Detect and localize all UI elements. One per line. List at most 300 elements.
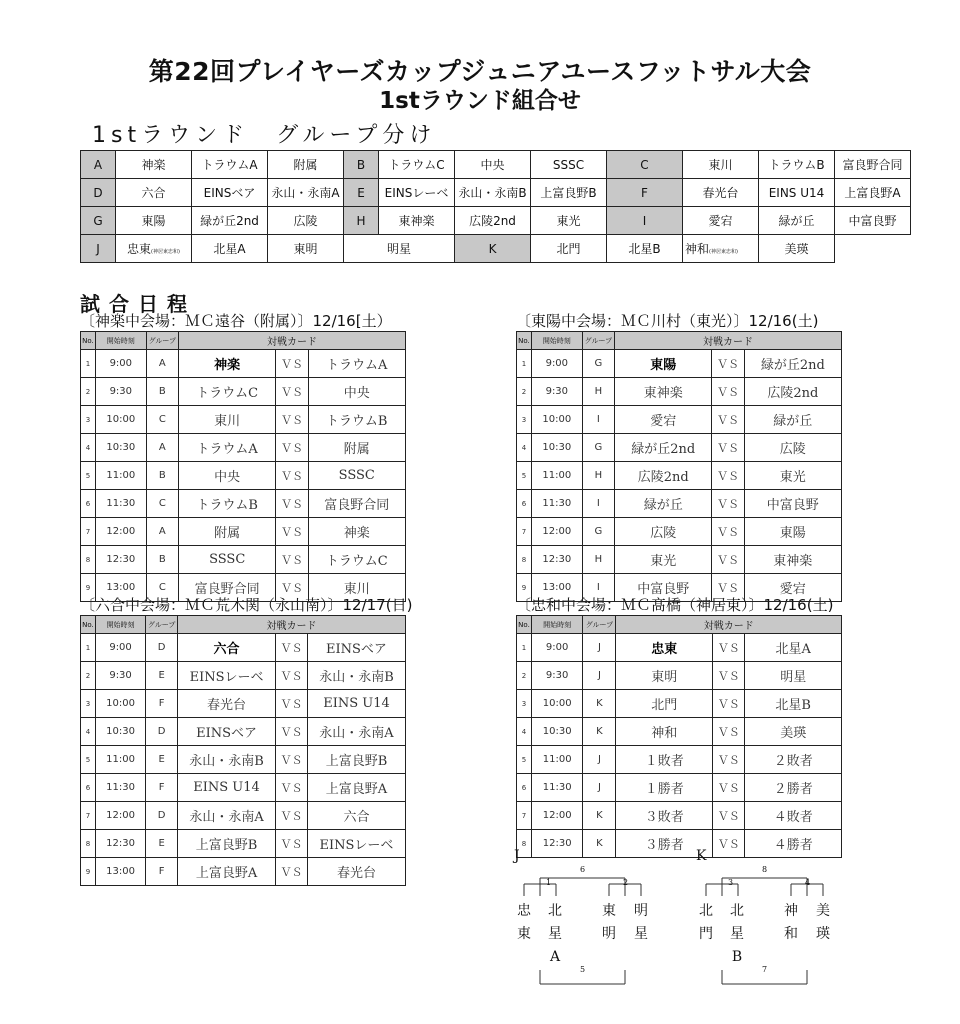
- group-team: 東神楽: [379, 207, 455, 235]
- away-team: 春光台: [307, 858, 405, 886]
- away-team: 北星B: [745, 690, 842, 718]
- home-team: 春光台: [178, 690, 276, 718]
- home-team: 広陵: [615, 518, 712, 546]
- match-row: [517, 662, 842, 690]
- home-team: １敗者: [616, 746, 713, 774]
- group-team: トラウムC: [379, 151, 455, 179]
- match-time: 10:30: [531, 718, 582, 746]
- col-no-header: No.: [517, 616, 532, 634]
- group-team: 東陽: [116, 207, 192, 235]
- match-row: [517, 634, 842, 662]
- away-team: 緑が丘: [744, 406, 841, 434]
- match-number: 2: [517, 378, 532, 406]
- bracket-team-name: 東 明: [602, 903, 616, 942]
- vs-label: ＶＳ: [713, 774, 745, 802]
- match-time: 10:30: [95, 434, 146, 462]
- match-group: C: [146, 490, 178, 518]
- group-team: 上富良野A: [835, 179, 911, 207]
- groups-row: [81, 151, 911, 179]
- match-time: 13:00: [95, 574, 146, 602]
- group-letter: E: [344, 179, 379, 207]
- match-time: 11:00: [531, 462, 582, 490]
- away-team: 美瑛: [745, 718, 842, 746]
- vs-label: ＶＳ: [713, 690, 745, 718]
- match-time: 10:30: [531, 434, 582, 462]
- group-team: 中富良野: [835, 207, 911, 235]
- groups-row: [81, 207, 911, 235]
- bracket-team-name: 明 星: [634, 903, 648, 942]
- match-time: 11:30: [95, 774, 145, 802]
- bracket-team: [548, 900, 562, 969]
- match-time: 9:00: [531, 350, 582, 378]
- match-number: 6: [81, 774, 96, 802]
- col-group-header: グループ: [146, 332, 178, 350]
- vs-label: ＶＳ: [712, 574, 744, 602]
- bracket-team: [699, 900, 713, 946]
- match-time: 10:00: [531, 690, 582, 718]
- match-time: 10:30: [95, 718, 145, 746]
- home-team: 神和: [616, 718, 713, 746]
- match-number: 7: [81, 802, 96, 830]
- away-team: 永山・永南A: [307, 718, 405, 746]
- group-team: 東川: [683, 151, 759, 179]
- match-group: F: [146, 858, 178, 886]
- match-group: E: [146, 662, 178, 690]
- home-team: 緑が丘2nd: [615, 434, 712, 462]
- match-time: 12:00: [531, 802, 582, 830]
- match-time: 10:00: [531, 406, 582, 434]
- match-group: A: [146, 350, 178, 378]
- home-team: 北門: [616, 690, 713, 718]
- match-group: H: [582, 462, 614, 490]
- col-card-header: 対戦カード: [178, 616, 406, 634]
- groups-table: [80, 150, 911, 263]
- bracket-match-number: 3: [728, 878, 734, 887]
- match-number: 3: [517, 690, 532, 718]
- vs-label: ＶＳ: [276, 546, 308, 574]
- group-team: 附属: [268, 151, 344, 179]
- away-team: トラウムB: [308, 406, 405, 434]
- home-team: 東光: [615, 546, 712, 574]
- group-letter: G: [81, 207, 116, 235]
- group-team: 永山・永南A: [268, 179, 344, 207]
- match-number: 3: [81, 690, 96, 718]
- vs-label: ＶＳ: [713, 718, 745, 746]
- home-team: 東陽: [615, 350, 712, 378]
- home-team: EINS U14: [178, 774, 276, 802]
- match-time: 11:00: [531, 746, 582, 774]
- away-team: 上富良野B: [307, 746, 405, 774]
- vs-label: ＶＳ: [276, 690, 308, 718]
- group-team: 神和(神居東忠和): [683, 235, 759, 263]
- match-number: 7: [517, 518, 532, 546]
- schedule-header-row: [517, 616, 842, 634]
- away-team: 北星A: [745, 634, 842, 662]
- match-number: 6: [81, 490, 96, 518]
- match-time: 12:00: [95, 802, 145, 830]
- group-team: 広陵2nd: [455, 207, 531, 235]
- match-row: [81, 662, 406, 690]
- away-team: 緑が丘2nd: [744, 350, 841, 378]
- vs-label: ＶＳ: [276, 718, 308, 746]
- vs-label: ＶＳ: [713, 802, 745, 830]
- home-team: １勝者: [616, 774, 713, 802]
- match-group: A: [146, 434, 178, 462]
- match-row: [81, 690, 406, 718]
- match-row: [81, 830, 406, 858]
- home-team: 愛宕: [615, 406, 712, 434]
- group-team: 北星B: [607, 235, 683, 263]
- match-time: 9:00: [531, 634, 582, 662]
- match-group: E: [146, 830, 178, 858]
- bracket-label: J: [514, 848, 520, 864]
- home-team: 上富良野A: [178, 858, 276, 886]
- match-number: 8: [517, 546, 532, 574]
- match-row: [81, 802, 406, 830]
- group-team: 広陵: [268, 207, 344, 235]
- col-group-header: グループ: [582, 332, 614, 350]
- match-row: [517, 802, 842, 830]
- groups-row-jk: [81, 235, 911, 263]
- group-team: 永山・永南B: [455, 179, 531, 207]
- match-row: [517, 490, 842, 518]
- match-group: B: [146, 462, 178, 490]
- vs-label: ＶＳ: [712, 378, 744, 406]
- home-team: 広陵2nd: [615, 462, 712, 490]
- match-row: [517, 546, 842, 574]
- col-card-header: 対戦カード: [616, 616, 842, 634]
- match-number: 1: [517, 350, 532, 378]
- match-number: 2: [81, 662, 96, 690]
- match-number: 5: [517, 462, 532, 490]
- group-team: トラウムA: [192, 151, 268, 179]
- vs-label: ＶＳ: [276, 490, 308, 518]
- match-group: H: [582, 378, 614, 406]
- bracket-k: [690, 848, 840, 988]
- group-letter: D: [81, 179, 116, 207]
- group-team: トラウムB: [759, 151, 835, 179]
- bracket-team: [730, 900, 744, 969]
- match-row: [81, 434, 406, 462]
- match-number: 1: [517, 634, 532, 662]
- col-group-header: グループ: [146, 616, 178, 634]
- away-team: 愛宕: [744, 574, 841, 602]
- vs-label: ＶＳ: [276, 802, 308, 830]
- home-team: トラウムC: [178, 378, 275, 406]
- away-team: 東光: [744, 462, 841, 490]
- match-time: 12:30: [95, 830, 145, 858]
- match-time: 12:00: [531, 518, 582, 546]
- bracket-label: K: [696, 848, 707, 864]
- group-team: 北星A: [192, 235, 268, 263]
- schedule-table: [516, 331, 842, 602]
- home-team: 富良野合同: [178, 574, 275, 602]
- match-row: [517, 378, 842, 406]
- match-group: B: [146, 546, 178, 574]
- home-team: トラウムB: [178, 490, 275, 518]
- vs-label: ＶＳ: [276, 858, 308, 886]
- match-number: 6: [517, 490, 532, 518]
- schedule-header-row: [517, 332, 842, 350]
- match-number: 9: [81, 574, 96, 602]
- match-number: 4: [517, 718, 532, 746]
- match-group: J: [583, 634, 616, 662]
- vs-label: ＶＳ: [712, 518, 744, 546]
- schedule-header-row: [81, 616, 406, 634]
- schedule-header-row: [81, 332, 406, 350]
- home-team: 緑が丘: [615, 490, 712, 518]
- home-team: 東神楽: [615, 378, 712, 406]
- match-time: 11:30: [531, 490, 582, 518]
- match-group: F: [146, 774, 178, 802]
- home-team: 東川: [178, 406, 275, 434]
- match-row: [81, 574, 406, 602]
- match-row: [81, 490, 406, 518]
- bracket-team-name: 神 和: [784, 903, 798, 942]
- match-group: D: [146, 802, 178, 830]
- match-number: 7: [81, 518, 96, 546]
- group-team: EINS U14: [759, 179, 835, 207]
- match-group: J: [583, 662, 616, 690]
- home-team: 東明: [616, 662, 713, 690]
- match-time: 9:30: [531, 378, 582, 406]
- match-row: [517, 718, 842, 746]
- vs-label: ＶＳ: [276, 634, 308, 662]
- col-card-header: 対戦カード: [615, 332, 842, 350]
- vs-label: ＶＳ: [713, 830, 745, 858]
- match-row: [517, 350, 842, 378]
- match-time: 13:00: [531, 574, 582, 602]
- match-time: 13:00: [95, 858, 145, 886]
- vs-label: ＶＳ: [276, 574, 308, 602]
- col-time-header: 開始時刻: [95, 332, 146, 350]
- match-time: 12:30: [531, 546, 582, 574]
- home-team: EINSベア: [178, 718, 276, 746]
- home-team: 忠東: [616, 634, 713, 662]
- group-team: 緑が丘: [759, 207, 835, 235]
- home-team: EINSレーベ: [178, 662, 276, 690]
- match-row: [81, 546, 406, 574]
- vs-label: ＶＳ: [276, 830, 308, 858]
- match-row: [517, 406, 842, 434]
- bracket-match-number: 2: [623, 878, 629, 887]
- home-team: ３勝者: [616, 830, 713, 858]
- home-team: 六合: [178, 634, 276, 662]
- match-row: [517, 434, 842, 462]
- match-group: I: [582, 490, 614, 518]
- bracket-team: [517, 900, 531, 946]
- match-time: 12:30: [531, 830, 582, 858]
- vs-label: ＶＳ: [276, 662, 308, 690]
- match-group: C: [146, 406, 178, 434]
- col-card-header: 対戦カード: [178, 332, 405, 350]
- schedule-table: [80, 615, 406, 886]
- away-team: 神楽: [308, 518, 405, 546]
- col-no-header: No.: [81, 332, 96, 350]
- match-time: 10:00: [95, 406, 146, 434]
- match-group: K: [583, 718, 616, 746]
- match-group: F: [146, 690, 178, 718]
- group-letter: K: [455, 235, 531, 263]
- bracket-j: [508, 848, 658, 988]
- match-number: 6: [517, 774, 532, 802]
- home-team: 中富良野: [615, 574, 712, 602]
- bracket-team-name: 北 星 A: [548, 903, 562, 965]
- match-number: 1: [81, 634, 96, 662]
- away-team: 東神楽: [744, 546, 841, 574]
- group-team: 上富良野B: [531, 179, 607, 207]
- match-time: 11:30: [95, 490, 146, 518]
- group-letter: H: [344, 207, 379, 235]
- bracket-match-number: 4: [805, 878, 811, 887]
- match-number: 9: [517, 574, 532, 602]
- match-time: 12:00: [95, 518, 146, 546]
- group-team: 東明: [268, 235, 344, 263]
- match-number: 2: [517, 662, 532, 690]
- home-team: ３敗者: [616, 802, 713, 830]
- away-team: 中富良野: [744, 490, 841, 518]
- match-number: 5: [81, 462, 96, 490]
- match-number: 8: [81, 546, 96, 574]
- match-row: [517, 690, 842, 718]
- match-row: [81, 718, 406, 746]
- group-team: 忠東(神居東忠和): [116, 235, 192, 263]
- schedule-table: [516, 615, 842, 858]
- away-team: ４勝者: [745, 830, 842, 858]
- away-team: 中央: [308, 378, 405, 406]
- vs-label: ＶＳ: [276, 406, 308, 434]
- vs-label: ＶＳ: [712, 350, 744, 378]
- match-time: 9:00: [95, 634, 145, 662]
- match-number: 2: [81, 378, 96, 406]
- match-group: K: [583, 690, 616, 718]
- col-no-header: No.: [81, 616, 96, 634]
- bracket-match-number: 8: [762, 865, 768, 874]
- vs-label: ＶＳ: [276, 350, 308, 378]
- away-team: 永山・永南B: [307, 662, 405, 690]
- match-number: 3: [81, 406, 96, 434]
- match-row: [517, 518, 842, 546]
- match-group: D: [146, 718, 178, 746]
- away-team: EINS U14: [307, 690, 405, 718]
- home-team: 永山・永南A: [178, 802, 276, 830]
- away-team: ２敗者: [745, 746, 842, 774]
- group-team: 北門: [531, 235, 607, 263]
- match-group: B: [146, 378, 178, 406]
- match-number: 5: [81, 746, 96, 774]
- groups-row: [81, 179, 911, 207]
- vs-label: ＶＳ: [276, 746, 308, 774]
- match-time: 9:00: [95, 350, 146, 378]
- match-group: I: [582, 406, 614, 434]
- group-letter: A: [81, 151, 116, 179]
- match-group: G: [582, 434, 614, 462]
- match-number: 8: [517, 830, 532, 858]
- match-row: [81, 746, 406, 774]
- match-time: 11:00: [95, 746, 145, 774]
- schedule-heading: 試合日程: [80, 292, 196, 316]
- vs-label: ＶＳ: [713, 662, 745, 690]
- vs-label: ＶＳ: [713, 746, 745, 774]
- group-letter: C: [607, 151, 683, 179]
- match-group: G: [582, 350, 614, 378]
- match-row: [517, 574, 842, 602]
- away-team: SSSC: [308, 462, 405, 490]
- away-team: 広陵: [744, 434, 841, 462]
- match-number: 4: [81, 718, 96, 746]
- match-group: K: [583, 802, 616, 830]
- vs-label: ＶＳ: [712, 406, 744, 434]
- col-time-header: 開始時刻: [95, 616, 145, 634]
- match-row: [81, 774, 406, 802]
- match-time: 10:00: [95, 690, 145, 718]
- col-no-header: No.: [517, 332, 532, 350]
- col-time-header: 開始時刻: [531, 332, 582, 350]
- group-team: 春光台: [683, 179, 759, 207]
- col-group-header: グループ: [583, 616, 616, 634]
- home-team: トラウムA: [178, 434, 275, 462]
- bracket-team: [816, 900, 830, 946]
- match-group: J: [583, 746, 616, 774]
- home-team: 永山・永南B: [178, 746, 276, 774]
- match-group: E: [146, 746, 178, 774]
- away-team: 上富良野A: [307, 774, 405, 802]
- match-number: 8: [81, 830, 96, 858]
- away-team: EINSベア: [307, 634, 405, 662]
- away-team: 東陽: [744, 518, 841, 546]
- bracket-team-name: 忠 東: [517, 903, 531, 942]
- vs-label: ＶＳ: [276, 434, 308, 462]
- group-team: SSSC: [531, 151, 607, 179]
- venue-title: 〔東陽中会場：ＭＣ川村（東光）〕12/16(土): [516, 312, 819, 330]
- venue-title: 〔忠和中会場：ＭＣ髙橋（神居東）〕12/16(土): [516, 596, 834, 614]
- vs-label: ＶＳ: [276, 378, 308, 406]
- group-team: 美瑛: [759, 235, 835, 263]
- match-group: A: [146, 518, 178, 546]
- match-group: J: [583, 774, 616, 802]
- match-number: 7: [517, 802, 532, 830]
- match-group: D: [146, 634, 178, 662]
- match-group: G: [582, 518, 614, 546]
- away-team: トラウムA: [308, 350, 405, 378]
- match-row: [81, 858, 406, 886]
- bracket-team: [784, 900, 798, 946]
- vs-label: ＶＳ: [276, 518, 308, 546]
- group-letter: I: [607, 207, 683, 235]
- match-row: [81, 350, 406, 378]
- group-team: 東光: [531, 207, 607, 235]
- venue-title: 〔六合中会場：ＭＣ荒木関（永山南）〕12/17(日): [80, 596, 413, 614]
- match-group: H: [582, 546, 614, 574]
- match-row: [517, 462, 842, 490]
- away-team: 東川: [308, 574, 405, 602]
- bracket-match-number: 6: [580, 865, 586, 874]
- home-team: 附属: [178, 518, 275, 546]
- bracket-team-name: 美 瑛: [816, 903, 830, 942]
- match-row: [81, 518, 406, 546]
- away-team: ４敗者: [745, 802, 842, 830]
- match-row: [81, 406, 406, 434]
- match-time: 9:30: [95, 378, 146, 406]
- match-group: I: [582, 574, 614, 602]
- bracket-match-number: 1: [546, 878, 552, 887]
- match-row: [81, 378, 406, 406]
- match-number: 4: [517, 434, 532, 462]
- away-team: ２勝者: [745, 774, 842, 802]
- group-team: 緑が丘2nd: [192, 207, 268, 235]
- home-team: SSSC: [178, 546, 275, 574]
- vs-label: ＶＳ: [712, 434, 744, 462]
